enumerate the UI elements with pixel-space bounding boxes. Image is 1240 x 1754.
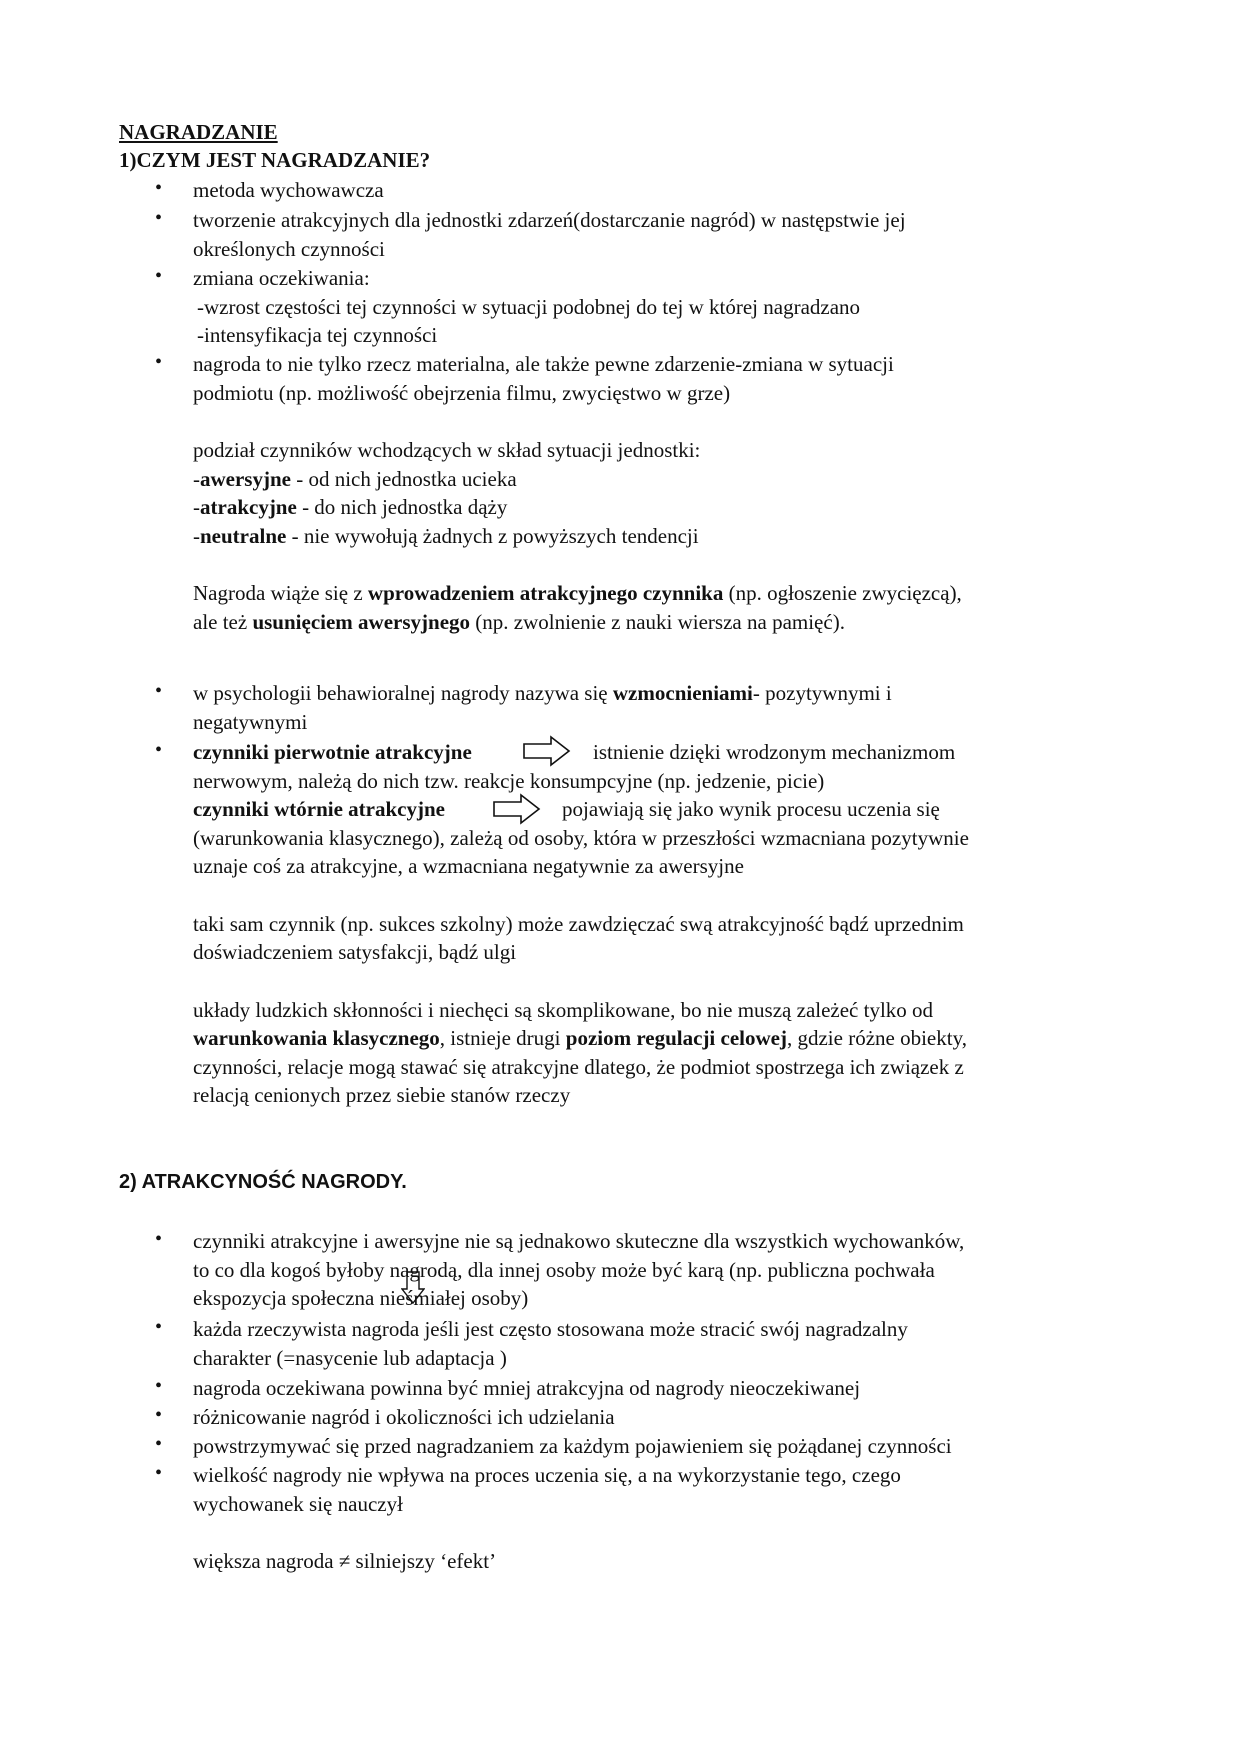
list-item: nagroda to nie tylko rzecz materialna, ale także pewne zdarzenie-zmiana w sytuacji: [193, 352, 894, 376]
bold-run: wzmocnieniami: [612, 681, 753, 705]
paragraph-line: relacją cenionych przez siebie stanów rzeczy: [193, 1083, 571, 1107]
bold-run: poziom regulacji celowej: [565, 1026, 787, 1050]
bullet-icon: •: [155, 1433, 163, 1455]
bullet-icon: •: [155, 1316, 163, 1338]
bold-run: warunkowania klasycznego: [193, 1026, 440, 1050]
list-item-continuation: negatywnymi: [193, 710, 308, 734]
text-run: , gdzie różne obiekty,: [786, 1026, 967, 1050]
bullet-icon: •: [155, 680, 163, 702]
primary-desc: istnienie dzięki wrodzonym mechanizmom: [593, 740, 956, 764]
list-item: różnicowanie nagród i okoliczności ich udzielania: [193, 1405, 615, 1429]
paragraph-line: czynności, relacje mogą stawać się atrakcyjne dlatego, że podmiot spostrzega ich związek z: [193, 1055, 964, 1079]
list-item-continuation: określonych czynności: [193, 237, 385, 261]
bullet-icon: •: [155, 1228, 163, 1250]
aversive-desc: - od nich jednostka ucieka: [290, 467, 517, 491]
attractive-term: atrakcyjne: [200, 495, 297, 519]
secondary-desc: pojawiają się jako wynik procesu uczenia się: [562, 797, 940, 821]
section2-heading: 2) ATRAKCYNOŚĆ NAGRODY.: [119, 1171, 407, 1193]
text-run: ale też: [193, 610, 253, 634]
list-item-continuation: podmiotu (np. możliwość obejrzenia filmu, zwycięstwo w grze): [193, 381, 731, 405]
list-item-continuation: to co dla kogoś byłoby nagrodą, dla innej osoby może być karą (np. publiczna pochwała: [193, 1258, 935, 1282]
attractive-line: -atrakcyjne - do nich jednostka dąży: [193, 495, 508, 519]
bold-run: czynniki pierwotnie atrakcyjne: [193, 740, 472, 764]
sub-item: -wzrost częstości tej czynności w sytuacji podobnej do tej w której nagradzano: [197, 295, 861, 319]
neutral-term: neutralne: [200, 524, 287, 548]
aversive-term: awersyjne: [200, 467, 291, 491]
bullet-icon: •: [155, 351, 163, 373]
text-run: - pozytywnymi i: [752, 681, 892, 705]
list-item: powstrzymywać się przed nagradzaniem za każdym pojawieniem się pożądanej czynności: [193, 1434, 952, 1458]
bold-run: usunięciem awersyjnego: [252, 610, 471, 634]
bullet-icon: •: [155, 1404, 163, 1426]
bullet-icon: •: [155, 1462, 163, 1484]
paragraph-line: [193, 612, 845, 633]
aversive-line: -awersyjne - od nich jednostka ucieka: [193, 467, 517, 491]
right-arrow-icon: [523, 735, 571, 767]
list-item-continuation: ekspozycja społeczna nieśmiałej osoby): [193, 1286, 529, 1310]
neutral-desc: - nie wywołują żadnych z powyższych tendencji: [286, 524, 699, 548]
list-item: metoda wychowawcza: [193, 178, 384, 202]
text-run: w psychologii behawioralnej nagrody nazywa się: [193, 681, 613, 705]
list-item: tworzenie atrakcyjnych dla jednostki zdarzeń(dostarczanie nagród) w następstwie jej: [193, 208, 906, 232]
paragraph-line: doświadczeniem satysfakcji, bądź ulgi: [193, 940, 517, 964]
secondary-desc-continuation: (warunkowania klasycznego), zależą od osoby, która w przeszłości wzmacniana pozytywnie: [193, 826, 969, 850]
bullet-icon: •: [155, 739, 163, 761]
bold-run: wprowadzeniem atrakcyjnego czynnika: [367, 581, 724, 605]
bullet-icon: •: [155, 1375, 163, 1397]
section1-heading: 1)CZYM JEST NAGRADZANIE?: [119, 148, 431, 172]
text-run: Nagroda wiąże się z: [193, 581, 368, 605]
paragraph-line: [193, 1028, 967, 1049]
final-statement: większa nagroda ≠ silniejszy ‘efekt’: [193, 1549, 497, 1573]
paragraph-line: [193, 583, 962, 604]
bullet-icon: •: [155, 265, 163, 287]
text-run: (np. ogłoszenie zwycięzcą),: [723, 581, 962, 605]
bullet-icon: •: [155, 207, 163, 229]
down-arrow-icon: [401, 1271, 425, 1305]
bold-run: czynniki wtórnie atrakcyjne: [193, 797, 445, 821]
list-item: wielkość nagrody nie wpływa na proces uczenia się, a na wykorzystanie tego, czego: [193, 1463, 901, 1487]
list-item: [193, 683, 892, 704]
document-title: NAGRADZANIE: [119, 120, 278, 144]
bullet-icon: •: [155, 177, 163, 199]
paragraph-line: układy ludzkich skłonności i niechęci są skomplikowane, bo nie muszą zależeć tylko od: [193, 998, 934, 1022]
list-item-continuation: charakter (=nasycenie lub adaptacja ): [193, 1346, 507, 1370]
sub-item: -intensyfikacja tej czynności: [197, 323, 438, 347]
neutral-line: -neutralne - nie wywołują żadnych z powyższych tendencji: [193, 524, 699, 548]
division-intro: podział czynników wchodzących w skład sytuacji jednostki:: [193, 438, 701, 462]
primary-desc-continuation: nerwowym, należą do nich tzw. reakcje konsumpcyjne (np. jedzenie, picie): [193, 769, 825, 793]
right-arrow-icon: [493, 793, 541, 825]
list-item: nagroda oczekiwana powinna być mniej atrakcyjna od nagrody nieoczekiwanej: [193, 1376, 861, 1400]
list-item: zmiana oczekiwania:: [193, 266, 370, 290]
attractive-desc: - do nich jednostka dąży: [296, 495, 508, 519]
secondary-term: [193, 799, 445, 820]
text-run: (np. zwolnienie z nauki wiersza na pamięć).: [470, 610, 845, 634]
secondary-desc-continuation: uznaje coś za atrakcyjne, a wzmacniana negatywnie za awersyjne: [193, 854, 744, 878]
primary-term: [193, 742, 472, 763]
list-item-continuation: wychowanek się nauczył: [193, 1492, 403, 1516]
list-item: każda rzeczywista nagroda jeśli jest często stosowana może stracić swój nagradzalny: [193, 1317, 908, 1341]
list-item: czynniki atrakcyjne i awersyjne nie są jednakowo skuteczne dla wszystkich wychowanków,: [193, 1229, 965, 1253]
paragraph-line: taki sam czynnik (np. sukces szkolny) może zawdzięczać swą atrakcyjność bądź uprzednim: [193, 912, 964, 936]
text-run: , istnieje drugi: [439, 1026, 566, 1050]
